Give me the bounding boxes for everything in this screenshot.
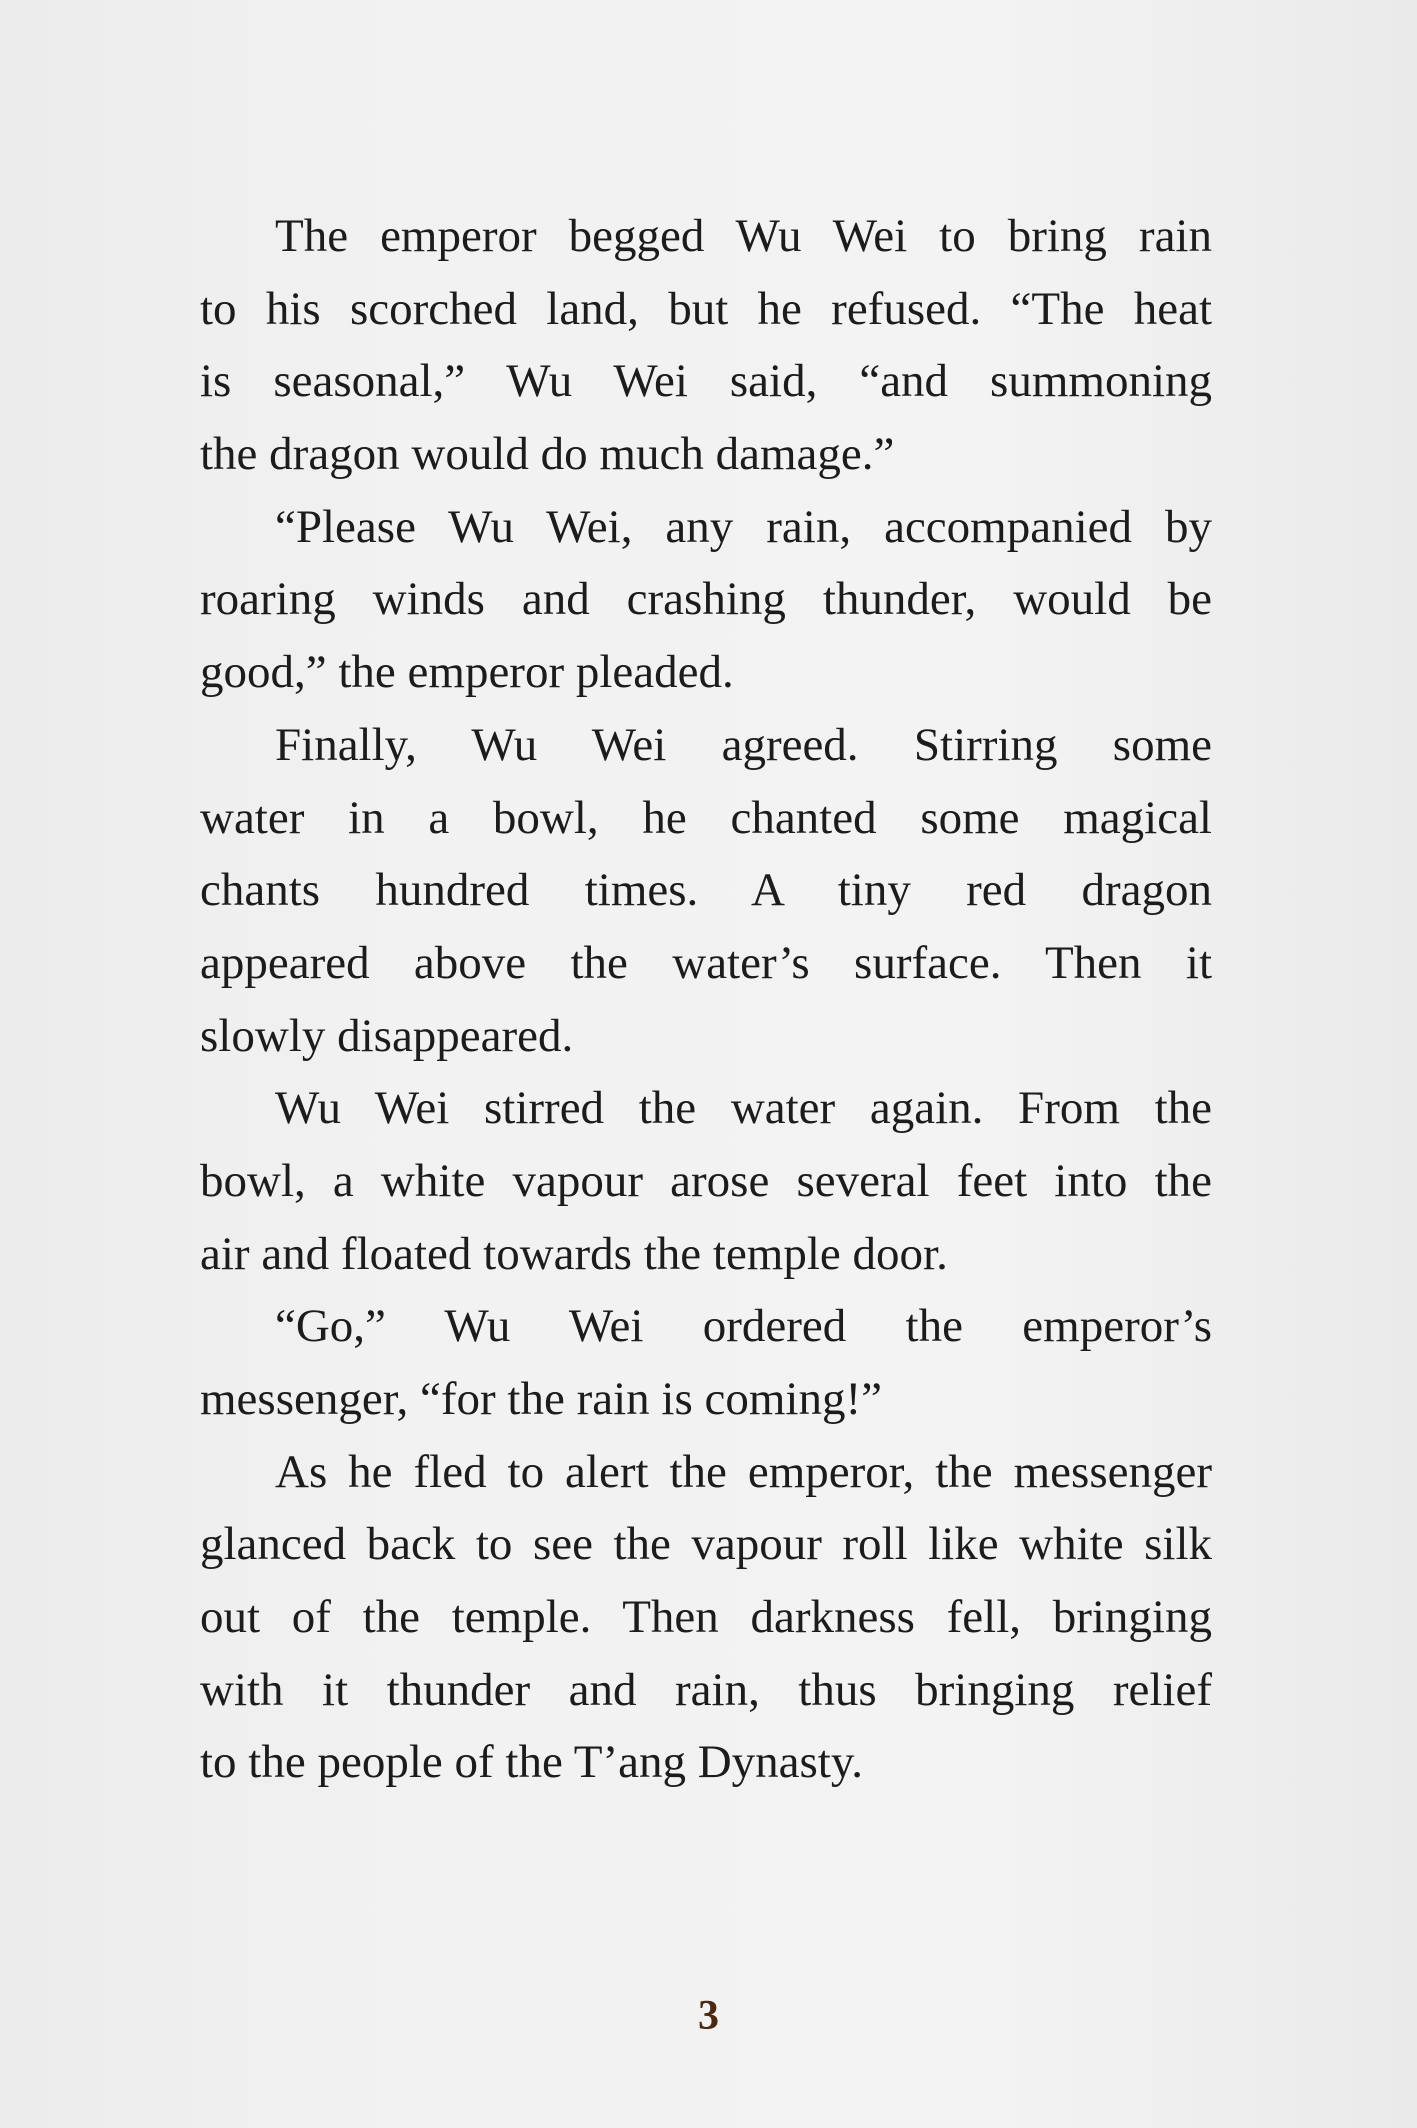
text-line: to his scorched land, but he refused. “The heat [200, 282, 1212, 335]
text-line: chants hundred times. A tiny red dragon [200, 864, 1212, 917]
text-line: air and floated towards the temple door. [200, 1227, 948, 1280]
text-line: messenger, “for the rain is coming!” [200, 1373, 882, 1425]
page-number: 3 [698, 1993, 719, 2039]
text-line: with it thunder and rain, thus bringing relief [200, 1663, 1212, 1716]
text-line: appeared above the water’s surface. Then it [200, 936, 1212, 989]
text-line: bowl, a white vapour arose several feet into the [200, 1154, 1212, 1207]
text-line: water in a bowl, he chanted some magical [200, 791, 1212, 844]
text-line: “Please Wu Wei, any rain, accompanied by [275, 500, 1212, 553]
text-line: the dragon would do much damage.” [200, 428, 895, 481]
text-line: Wu Wei stirred the water again. From the [275, 1082, 1212, 1135]
text-line: roaring winds and crashing thunder, would be [200, 573, 1212, 626]
text-line: is seasonal,” Wu Wei said, “and summoning [200, 355, 1212, 408]
text-line: out of the temple. Then darkness fell, bringing [200, 1591, 1212, 1644]
text-line: Finally, Wu Wei agreed. Stirring some [275, 718, 1212, 771]
paragraph [200, 200, 1212, 491]
paragraph [200, 1072, 1212, 1290]
paragraph [200, 1436, 1212, 1799]
text-line: to the people of the T’ang Dynasty. [200, 1736, 864, 1789]
paragraph [200, 491, 1212, 709]
text-line: slowly disappeared. [200, 1009, 574, 1062]
text-line: “Go,” Wu Wei ordered the emperor’s [275, 1300, 1212, 1353]
body-text [200, 200, 1212, 1799]
text-line: As he fled to alert the emperor, the messenger [275, 1445, 1212, 1498]
paragraph [200, 709, 1212, 1072]
paragraph [200, 1290, 1212, 1435]
text-line: glanced back to see the vapour roll like white silk [200, 1518, 1212, 1571]
text-line: The emperor begged Wu Wei to bring rain [275, 210, 1212, 262]
text-line: good,” the emperor pleaded. [200, 646, 734, 699]
